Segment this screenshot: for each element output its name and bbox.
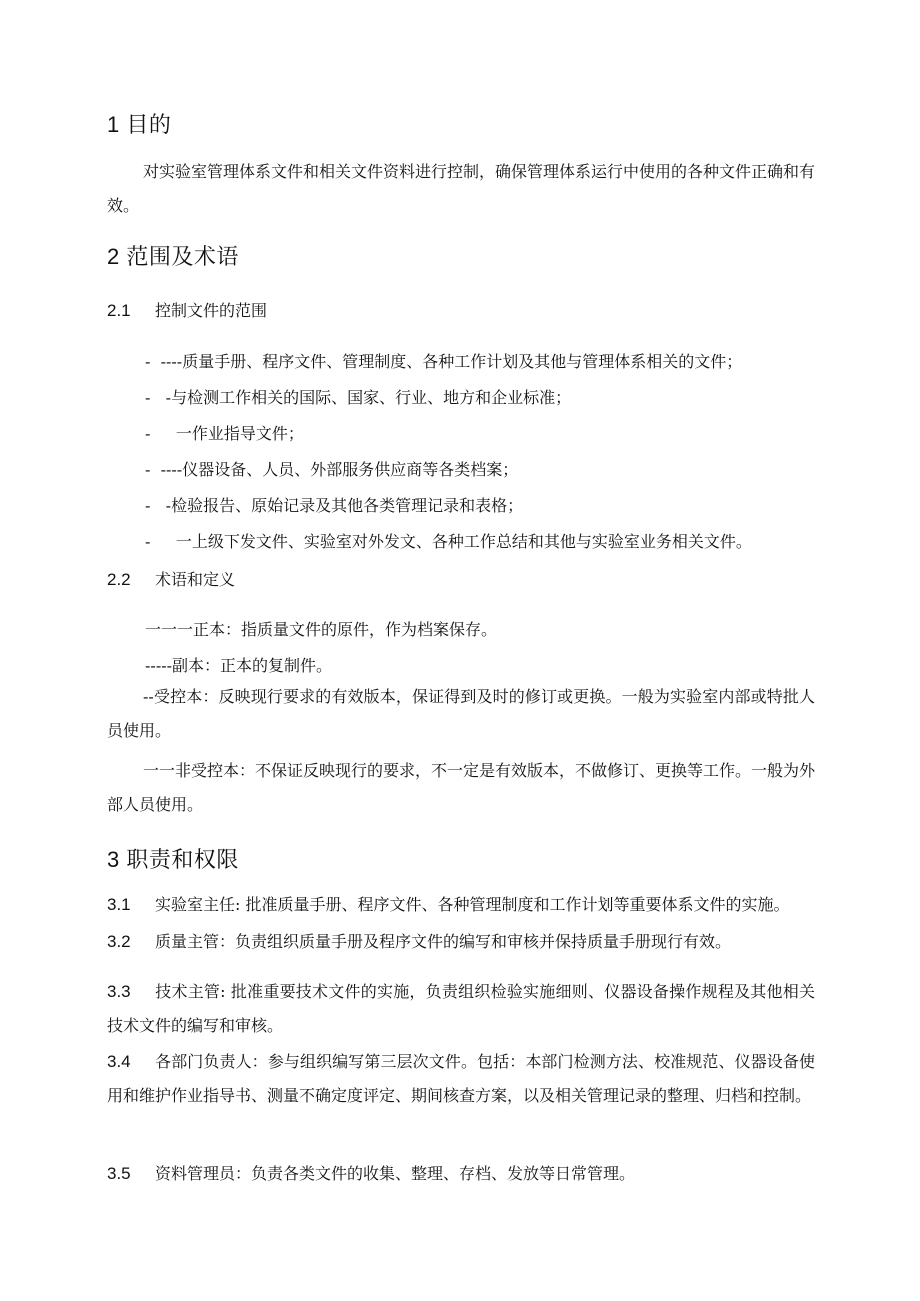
list-item-text: 仪器设备、人员、外部服务供应商等各类档案； [182, 460, 519, 479]
list-item-text: 质量手册、程序文件、管理制度、各种工作计划及其他与管理体系相关的文件； [182, 352, 743, 371]
section-1-body: 对实验室管理体系文件和相关文件资料进行控制，确保管理体系运行中使用的各种文件正确和有效。 [107, 162, 816, 215]
responsibility-item [107, 925, 815, 959]
item-text: 资料管理员：负责各类文件的收集、整理、存档、发放等日常管理。 [155, 1164, 636, 1183]
subsection-number: 2.2 [107, 570, 131, 589]
list-item-text: 检验报告、原始记录及其他各类管理记录和表格； [171, 496, 524, 515]
list-item-prefix: - - [145, 496, 172, 515]
subsection-number: 2.1 [107, 301, 131, 320]
list-item-prefix: - ---- [145, 352, 183, 371]
responsibility-item [107, 1157, 815, 1191]
item-number: 3.2 [107, 932, 131, 951]
term-definition: -----副本：正本的复制件。 [145, 656, 333, 675]
scope-list-item [145, 493, 523, 516]
list-item-prefix: - 一 [145, 532, 192, 551]
scope-list-item [145, 349, 742, 372]
list-item-prefix: - 一 [145, 424, 192, 443]
scope-list-item [145, 457, 518, 480]
term-definition: --受控本：反映现行要求的有效版本，保证得到及时的修订或更换。一般为实验室内部或特批人员使用。 [107, 687, 815, 740]
list-item-text: 上级下发文件、实验室对外发文、各种工作总结和其他与实验室业务相关文件。 [191, 532, 752, 551]
responsibility-item [107, 888, 815, 922]
scope-list-item [145, 529, 752, 552]
section-1-heading: 1 目的 [107, 112, 172, 137]
item-text: 质量主管：负责组织质量手册及程序文件的编写和审核并保持质量手册现行有效。 [155, 932, 732, 951]
subsection-2-1-heading [107, 298, 267, 321]
section-2-heading: 2 范围及术语 [107, 244, 239, 269]
item-text: 实验室主任: 批准质量手册、程序文件、各种管理制度和工作计划等重要体系文件的实施。 [155, 895, 790, 914]
responsibility-item [107, 975, 815, 1043]
term-definition: 一一一正本：指质量文件的原件，作为档案保存。 [145, 620, 498, 639]
list-item-text: 与检测工作相关的国际、国家、行业、地方和企业标准； [171, 388, 572, 407]
list-item-text: 作业指导文件； [191, 424, 304, 443]
subsection-title: 控制文件的范围 [155, 301, 268, 320]
list-item-prefix: - - [145, 388, 172, 407]
item-number: 3.3 [107, 982, 131, 1001]
responsibility-item [107, 1045, 815, 1113]
term-definition: 一一非受控本：不保证反映现行的要求，不一定是有效版本，不做修订、更换等工作。一般为外部人员使用。 [107, 761, 816, 814]
item-text: 技术主管: 批准重要技术文件的实施，负责组织检验实施细则、仪器设备操作规程及其他相关技术文件的编写和审核。 [107, 982, 815, 1035]
section-3-heading: 3 职责和权限 [107, 847, 239, 872]
item-number: 3.5 [107, 1164, 131, 1183]
list-item-prefix: - ---- [145, 460, 183, 479]
subsection-title: 术语和定义 [155, 570, 236, 589]
scope-list-item [145, 385, 571, 408]
scope-list-item [145, 421, 304, 444]
item-number: 3.1 [107, 895, 131, 914]
item-text: 各部门负责人：参与组织编写第三层次文件。包括：本部门检测方法、校准规范、仪器设备使用和维护作业指导书、测量不确定度评定、期间核查方案，以及相关管理记录的整理、归档和控制。 [107, 1052, 815, 1105]
subsection-2-2-heading [107, 567, 235, 590]
item-number: 3.4 [107, 1052, 131, 1071]
